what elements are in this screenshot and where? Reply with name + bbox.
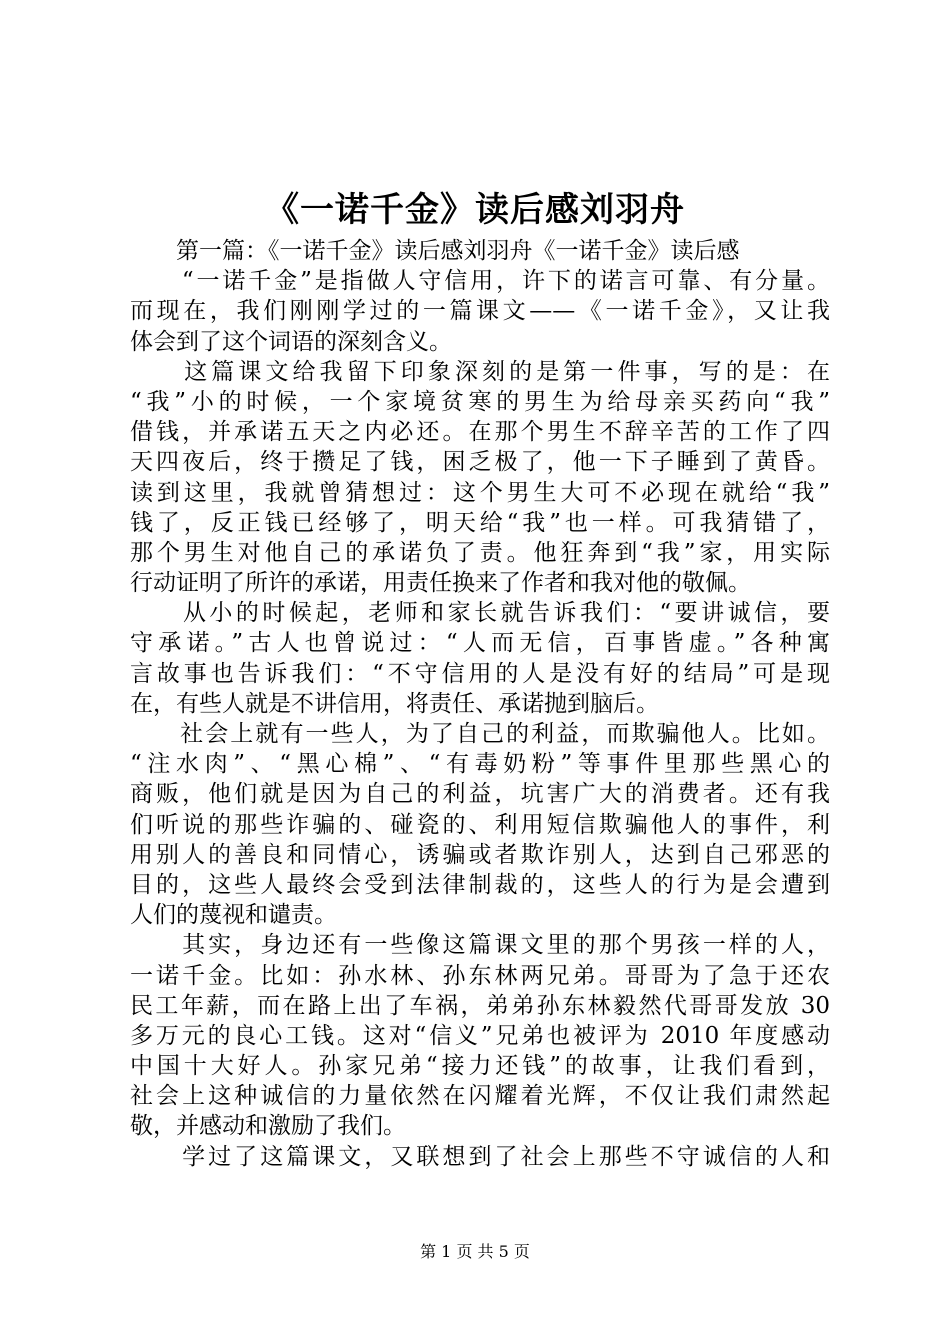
text-line: 商贩，他们就是因为自己的利益，坑害广大的消费者。还有我 [130, 781, 830, 808]
text-line: 用别人的善良和同情心，诱骗或者欺诈别人，达到自己邪恶的 [130, 841, 830, 868]
text-line: “我”小的时候，一个家境贫寒的男生为给母亲买药向“我” [130, 388, 830, 415]
text-line: 中国十大好人。孙家兄弟“接力还钱”的故事，让我们看到， [130, 1053, 830, 1080]
text-line: “注水肉”、“黑心棉”、“有毒奶粉”等事件里那些黑心的 [130, 751, 830, 778]
text-line: 社会上这种诚信的力量依然在闪耀着光辉，不仅让我们肃然起 [130, 1083, 830, 1110]
text-line: 们听说的那些诈骗的、碰瓷的、利用短信欺骗他人的事件，利 [130, 811, 830, 838]
text-line: 第一篇：《一诺千金》读后感刘羽舟《一诺千金》读后感 [130, 238, 740, 264]
text-line: 敬，并感动和激励了我们。 [130, 1113, 406, 1140]
text-line: 在，有些人就是不讲信用，将责任、承诺抛到脑后。 [130, 690, 659, 717]
text-line: 目的，这些人最终会受到法律制裁的，这些人的行为是会遭到 [130, 871, 830, 898]
text-line: 钱了，反正钱已经够了，明天给“我”也一样。可我猜错了， [130, 509, 830, 536]
text-line: 多万元的良心工钱。这对“信义”兄弟也被评为 2010 年度感动 [130, 1022, 830, 1049]
text-line: 其实，身边还有一些像这篇课文里的那个男孩一样的人， [130, 932, 830, 959]
text-line: 学过了这篇课文，又联想到了社会上那些不守诚信的人和 [130, 1143, 830, 1170]
text-line: 读到这里，我就曾猜想过：这个男生大可不必现在就给“我” [130, 479, 830, 506]
text-line: 言故事也告诉我们：“不守信用的人是没有好的结局”可是现 [130, 660, 830, 687]
text-line: 从小的时候起，老师和家长就告诉我们：“要讲诚信，要 [130, 600, 830, 627]
text-line: 这篇课文给我留下印象深刻的是第一件事，写的是：在 [130, 358, 830, 385]
text-line: “一诺千金”是指做人守信用，许下的诺言可靠、有分量。 [130, 268, 830, 295]
text-line: 守承诺。”古人也曾说过：“人而无信，百事皆虚。”各种寓 [130, 630, 830, 657]
text-line: 借钱，并承诺五天之内必还。在那个男生不辞辛苦的工作了四 [130, 419, 830, 446]
text-line: 一诺千金。比如：孙水林、孙东林两兄弟。哥哥为了急于还农 [130, 962, 830, 989]
text-line: 人们的蔑视和谴责。 [130, 902, 337, 929]
text-line: 民工年薪，而在路上出了车祸，弟弟孙东林毅然代哥哥发放 30 [130, 992, 830, 1019]
text-line: 那个男生对他自己的承诺负了责。他狂奔到“我”家，用实际 [130, 539, 830, 566]
document-title: 《一诺千金》读后感刘羽舟 [265, 190, 685, 230]
text-line: 体会到了这个词语的深刻含义。 [130, 328, 452, 355]
text-line: 而现在，我们刚刚学过的一篇课文——《一诺千金》，又让我 [130, 298, 830, 325]
text-line: 行动证明了所许的承诺，用责任换来了作者和我对他的敬佩。 [130, 570, 751, 597]
document-body [130, 236, 830, 1172]
page-footer: 第 1 页 共 5 页 [420, 1242, 530, 1261]
text-line: 社会上就有一些人，为了自己的利益，而欺骗他人。比如。 [130, 721, 830, 747]
text-line: 天四夜后，终于攒足了钱，困乏极了，他一下子睡到了黄昏。 [130, 449, 830, 476]
